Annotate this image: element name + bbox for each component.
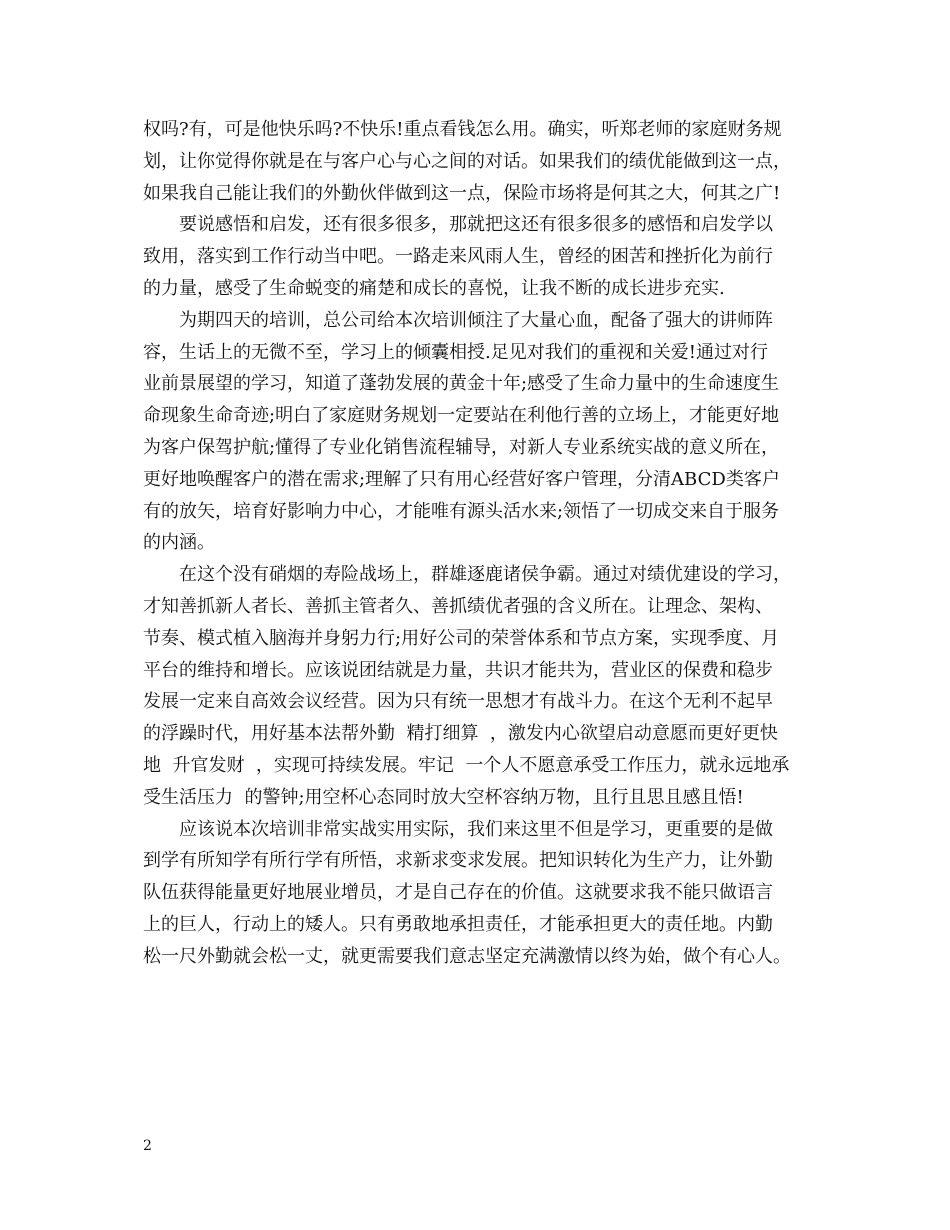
document-body bbox=[143, 114, 823, 973]
text-line: 命现象生命奇迹;明白了家庭财务规划一定要站在利他行善的立场上，才能更好地 bbox=[143, 405, 780, 427]
text-line: 的内涵。 bbox=[143, 532, 215, 554]
text-line: 到学有所知学有所行学有所悟，求新求变求发展。把知识转化为生产力，让外勤 bbox=[143, 850, 773, 872]
text-line: 的浮躁时代，用好基本法帮外勤 精打细算 ，激发内心欲望启动意愿而更好更快 bbox=[143, 723, 778, 745]
text-line: 节奏、模式植入脑海并身躬力行;用好公司的荣誉体系和节点方案，实现季度、月 bbox=[143, 627, 780, 649]
text-line: 队伍获得能量更好地展业增员，才是自己存在的价值。这就要求我不能只做语言 bbox=[143, 882, 773, 904]
text-line: 的力量，感受了生命蜕变的痛楚和成长的喜悦，让我不断的成长进步充实. bbox=[143, 277, 725, 299]
text-line: 发展一定来自高效会议经营。因为只有统一思想才有战斗力。在这个无利不起早 bbox=[143, 691, 773, 713]
paragraph-5 bbox=[143, 814, 823, 973]
text-line: 受生活压力 的警钟;用空杯心态同时放大空杯容纳万物，且行且思且感且悟! bbox=[143, 786, 744, 808]
text-line: 平台的维持和增长。应该说团结就是力量，共识才能共为，营业区的保费和稳步 bbox=[143, 659, 773, 681]
text-line: 应该说本次培训非常实战实用实际，我们来这里不但是学习，更重要的是做 bbox=[179, 818, 773, 840]
text-line: 地 升官发财 ，实现可持续发展。牢记 一个人不愿意承受工作压力，就永远地承 bbox=[143, 754, 790, 776]
text-line: 容，生话上的无微不至，学习上的倾囊相授.足见对我们的重视和关爱!通过对行 bbox=[143, 341, 768, 363]
text-line: 权吗?有，可是他快乐吗?不快乐!重点看钱怎么用。确实，听郑老师的家庭财务规 bbox=[143, 119, 782, 140]
text-line: 更好地唤醒客户的潜在需求;理解了只有用心经营好客户管理，分清ABCD类客户 bbox=[143, 468, 780, 490]
paragraph-2 bbox=[143, 209, 823, 304]
text-line: 有的放矢，培育好影响力中心，才能唯有源头活水来;领悟了一切成交来自于服务 bbox=[143, 500, 780, 522]
paragraph-4 bbox=[143, 559, 823, 813]
text-line: 为客户保驾护航;懂得了专业化销售流程辅导，对新人专业系统实战的意义所在， bbox=[143, 436, 780, 458]
text-line: 致用，落实到工作行动当中吧。一路走来风雨人生，曾经的困苦和挫折化为前行 bbox=[143, 246, 773, 268]
paragraph-3 bbox=[143, 305, 823, 559]
text-line: 上的巨人，行动上的矮人。只有勇敢地承担责任，才能承担更大的责任地。内勤 bbox=[143, 913, 773, 935]
text-line: 要说感悟和启发，还有很多很多，那就把这还有很多很多的感悟和启发学以 bbox=[179, 214, 773, 236]
page-number: 2 bbox=[143, 1138, 152, 1154]
text-line: 才知善抓新人者长、善抓主管者久、善抓绩优者强的含义所在。让理念、架构、 bbox=[143, 595, 773, 617]
text-line: 业前景展望的学习，知道了蓬勃发展的黄金十年;感受了生命力量中的生命速度生 bbox=[143, 373, 780, 395]
paragraph-1 bbox=[143, 114, 823, 209]
text-line: 松一尺外勤就会松一丈，就更需要我们意志坚定充满激情以终为始，做个有心人。 bbox=[143, 945, 791, 967]
text-line: 为期四天的培训，总公司给本次培训倾注了大量心血，配备了强大的讲师阵 bbox=[179, 309, 773, 331]
text-line: 如果我自己能让我们的外勤伙伴做到这一点，保险市场将是何其之大，何其之广! bbox=[143, 182, 781, 204]
text-line: 在这个没有硝烟的寿险战场上，群雄逐鹿诸侯争霸。通过对绩优建设的学习， bbox=[179, 564, 791, 586]
text-line: 划，让你觉得你就是在与客户心与心之间的对话。如果我们的绩优能做到这一点， bbox=[143, 150, 791, 172]
